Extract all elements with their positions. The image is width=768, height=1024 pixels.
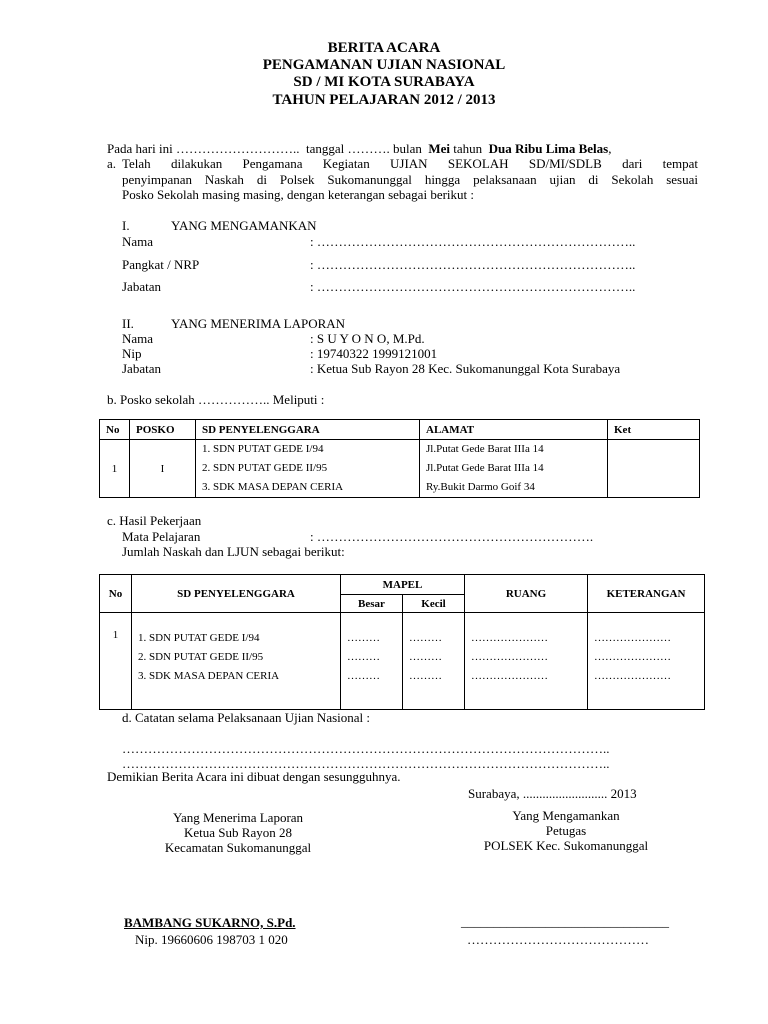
intro-tahun-value: Dua Ribu Lima Belas [488,141,609,156]
section-d-title: d. Catatan selama Pelaksanaan Ujian Nasional : [122,710,371,725]
ruang-item: ………………… [471,651,548,663]
col-header-no: No [100,420,130,440]
table-header-row [100,575,705,595]
field-value: : ……………………………………………………………….. [310,279,636,294]
field-label: Nama [122,234,154,249]
doc-title: BERITA ACARA [327,40,441,56]
right-signer-line3: POLSEK Kec. Sukomanunggal [483,838,649,853]
section-2-title: YANG MENERIMA LAPORAN [171,316,346,331]
hasil-table [99,574,705,710]
doc-region: SD / MI KOTA SURABAYA [293,74,475,90]
section-a-label: a. [107,156,117,171]
left-signer-line3: Kecamatan Sukomanunggal [164,840,312,855]
field-value: : ……………………………………………………………….. [310,257,636,272]
sd-item: 2. SDN PUTAT GEDE II/95 [138,651,264,663]
cell-no: 1 [100,613,132,710]
col-header-kecil: Kecil [403,595,465,613]
right-signer-line2: Petugas [545,823,587,838]
col-header-sd: SD PENYELENGGARA [196,420,420,440]
section-a-line2: penyimpanan Naskah di Polsek Sukomanunggal hingga pelaksanaan ujian di Sekolah sesuai [122,172,698,187]
ruang-item: ………………… [471,670,548,682]
section-c-title: c. Hasil Pekerjaan [107,513,202,528]
table-row [100,440,700,498]
field-label: Nip [122,346,142,361]
table-row [100,613,705,710]
mapel-label: Mata Pelajaran [122,529,201,544]
alamat-item: Ry.Bukit Darmo Goif 34 [426,481,535,493]
sd-item: 3. SDK MASA DEPAN CERIA [202,481,344,493]
left-signer-nip: Nip. 19660606 198703 1 020 [135,932,288,947]
right-signer-name-line: ________________________________ [461,914,669,929]
posko-table [99,419,700,498]
col-header-alamat: ALAMAT [420,420,608,440]
cell-alamat [420,440,608,498]
kecil-item: ……… [409,670,442,682]
left-signer-name: BAMBANG SUKARNO, S.Pd. [124,915,296,930]
col-header-posko: POSKO [130,420,196,440]
cell-besar [341,613,403,710]
catatan-line: ………………………………………………………………………………………………….. [122,756,610,771]
col-header-no: No [100,575,132,613]
place-date: Surabaya, .......................... 2013 [468,786,637,801]
intro-comma: , [608,141,612,156]
col-header-besar: Besar [341,595,403,613]
jumlah-text: Jumlah Naskah dan LJUN sebagai berikut: [122,544,345,559]
catatan-line: ………………………………………………………………………………………………….. [122,741,610,756]
col-header-keterangan: KETERANGAN [588,575,705,613]
section-b-text: b. Posko sekolah …………….. Meliputi : [107,392,325,407]
besar-item: ……… [347,670,380,682]
field-label: Pangkat / NRP [122,257,200,272]
col-header-sd: SD PENYELENGGARA [132,575,341,613]
section-a-line1: Telah dilakukan Pengamana Kegiatan UJIAN SEKOLAH SD/MI/SDLB dari tempat [122,156,698,171]
intro-bulan-value: Mei [428,141,451,156]
right-signer-nip: …………………………………… [467,932,649,947]
besar-item: ……… [347,651,380,663]
right-signer-line1: Yang Mengamankan [512,808,620,823]
section-1-num: I. [122,218,130,233]
field-value: : ……………………………………………………………….. [310,234,636,249]
kecil-item: ……… [409,632,442,644]
doc-subtitle: PENGAMANAN UJIAN NASIONAL [262,57,506,73]
left-signer-line1: Yang Menerima Laporan [172,810,304,825]
besar-item: ……… [347,632,380,644]
mapel-value: : ………………………………………………………. [310,529,594,544]
sd-item: 2. SDN PUTAT GEDE II/95 [202,462,328,474]
sd-item: 1. SDN PUTAT GEDE I/94 [202,443,324,455]
intro-line [107,141,611,156]
kecil-item: ……… [409,651,442,663]
field-label: Nama [122,331,154,346]
keterangan-item: ………………… [594,651,671,663]
cell-no: 1 [100,440,130,498]
cell-ket [608,440,700,498]
cell-keterangan [588,613,705,710]
right-signer-title [446,808,686,853]
intro-tahun: tahun [453,141,483,156]
field-label: Jabatan [122,361,161,376]
keterangan-item: ………………… [594,670,671,682]
keterangan-item: ………………… [594,632,671,644]
section-1-title: YANG MENGAMANKAN [171,218,317,233]
field-value: : 19740322 1999121001 [310,346,438,361]
alamat-item: Jl.Putat Gede Barat IIIa 14 [426,462,544,474]
section-2-num: II. [122,316,134,331]
cell-ruang [465,613,588,710]
doc-year: TAHUN PELAJARAN 2012 / 2013 [272,92,496,108]
closing-text: Demikian Berita Acara ini dibuat dengan sesungguhnya. [107,769,401,784]
section-a-line3: Posko Sekolah masing masing, dengan keterangan sebagai berikut : [122,187,475,202]
field-value: : S U Y O N O, M.Pd. [310,331,425,346]
cell-sd [132,613,341,710]
intro-pada-hari: Pada hari ini ……………………….. [107,141,300,156]
sd-item: 3. SDK MASA DEPAN CERIA [138,670,280,682]
alamat-item: Jl.Putat Gede Barat IIIa 14 [426,443,544,455]
cell-sd [196,440,420,498]
left-signer-title [118,810,358,855]
left-signer-line2: Ketua Sub Rayon 28 [184,825,292,840]
col-header-ruang: RUANG [465,575,588,613]
sd-item: 1. SDN PUTAT GEDE I/94 [138,632,260,644]
ruang-item: ………………… [471,632,548,644]
intro-tanggal: tanggal ………. bulan [305,141,422,156]
cell-kecil [403,613,465,710]
cell-posko: I [130,440,196,498]
table-header-row [100,420,700,440]
field-value: : Ketua Sub Rayon 28 Kec. Sukomanunggal Kota Surabaya [310,361,621,376]
field-label: Jabatan [122,279,161,294]
col-header-mapel: MAPEL [341,575,465,595]
col-header-ket: Ket [608,420,700,440]
